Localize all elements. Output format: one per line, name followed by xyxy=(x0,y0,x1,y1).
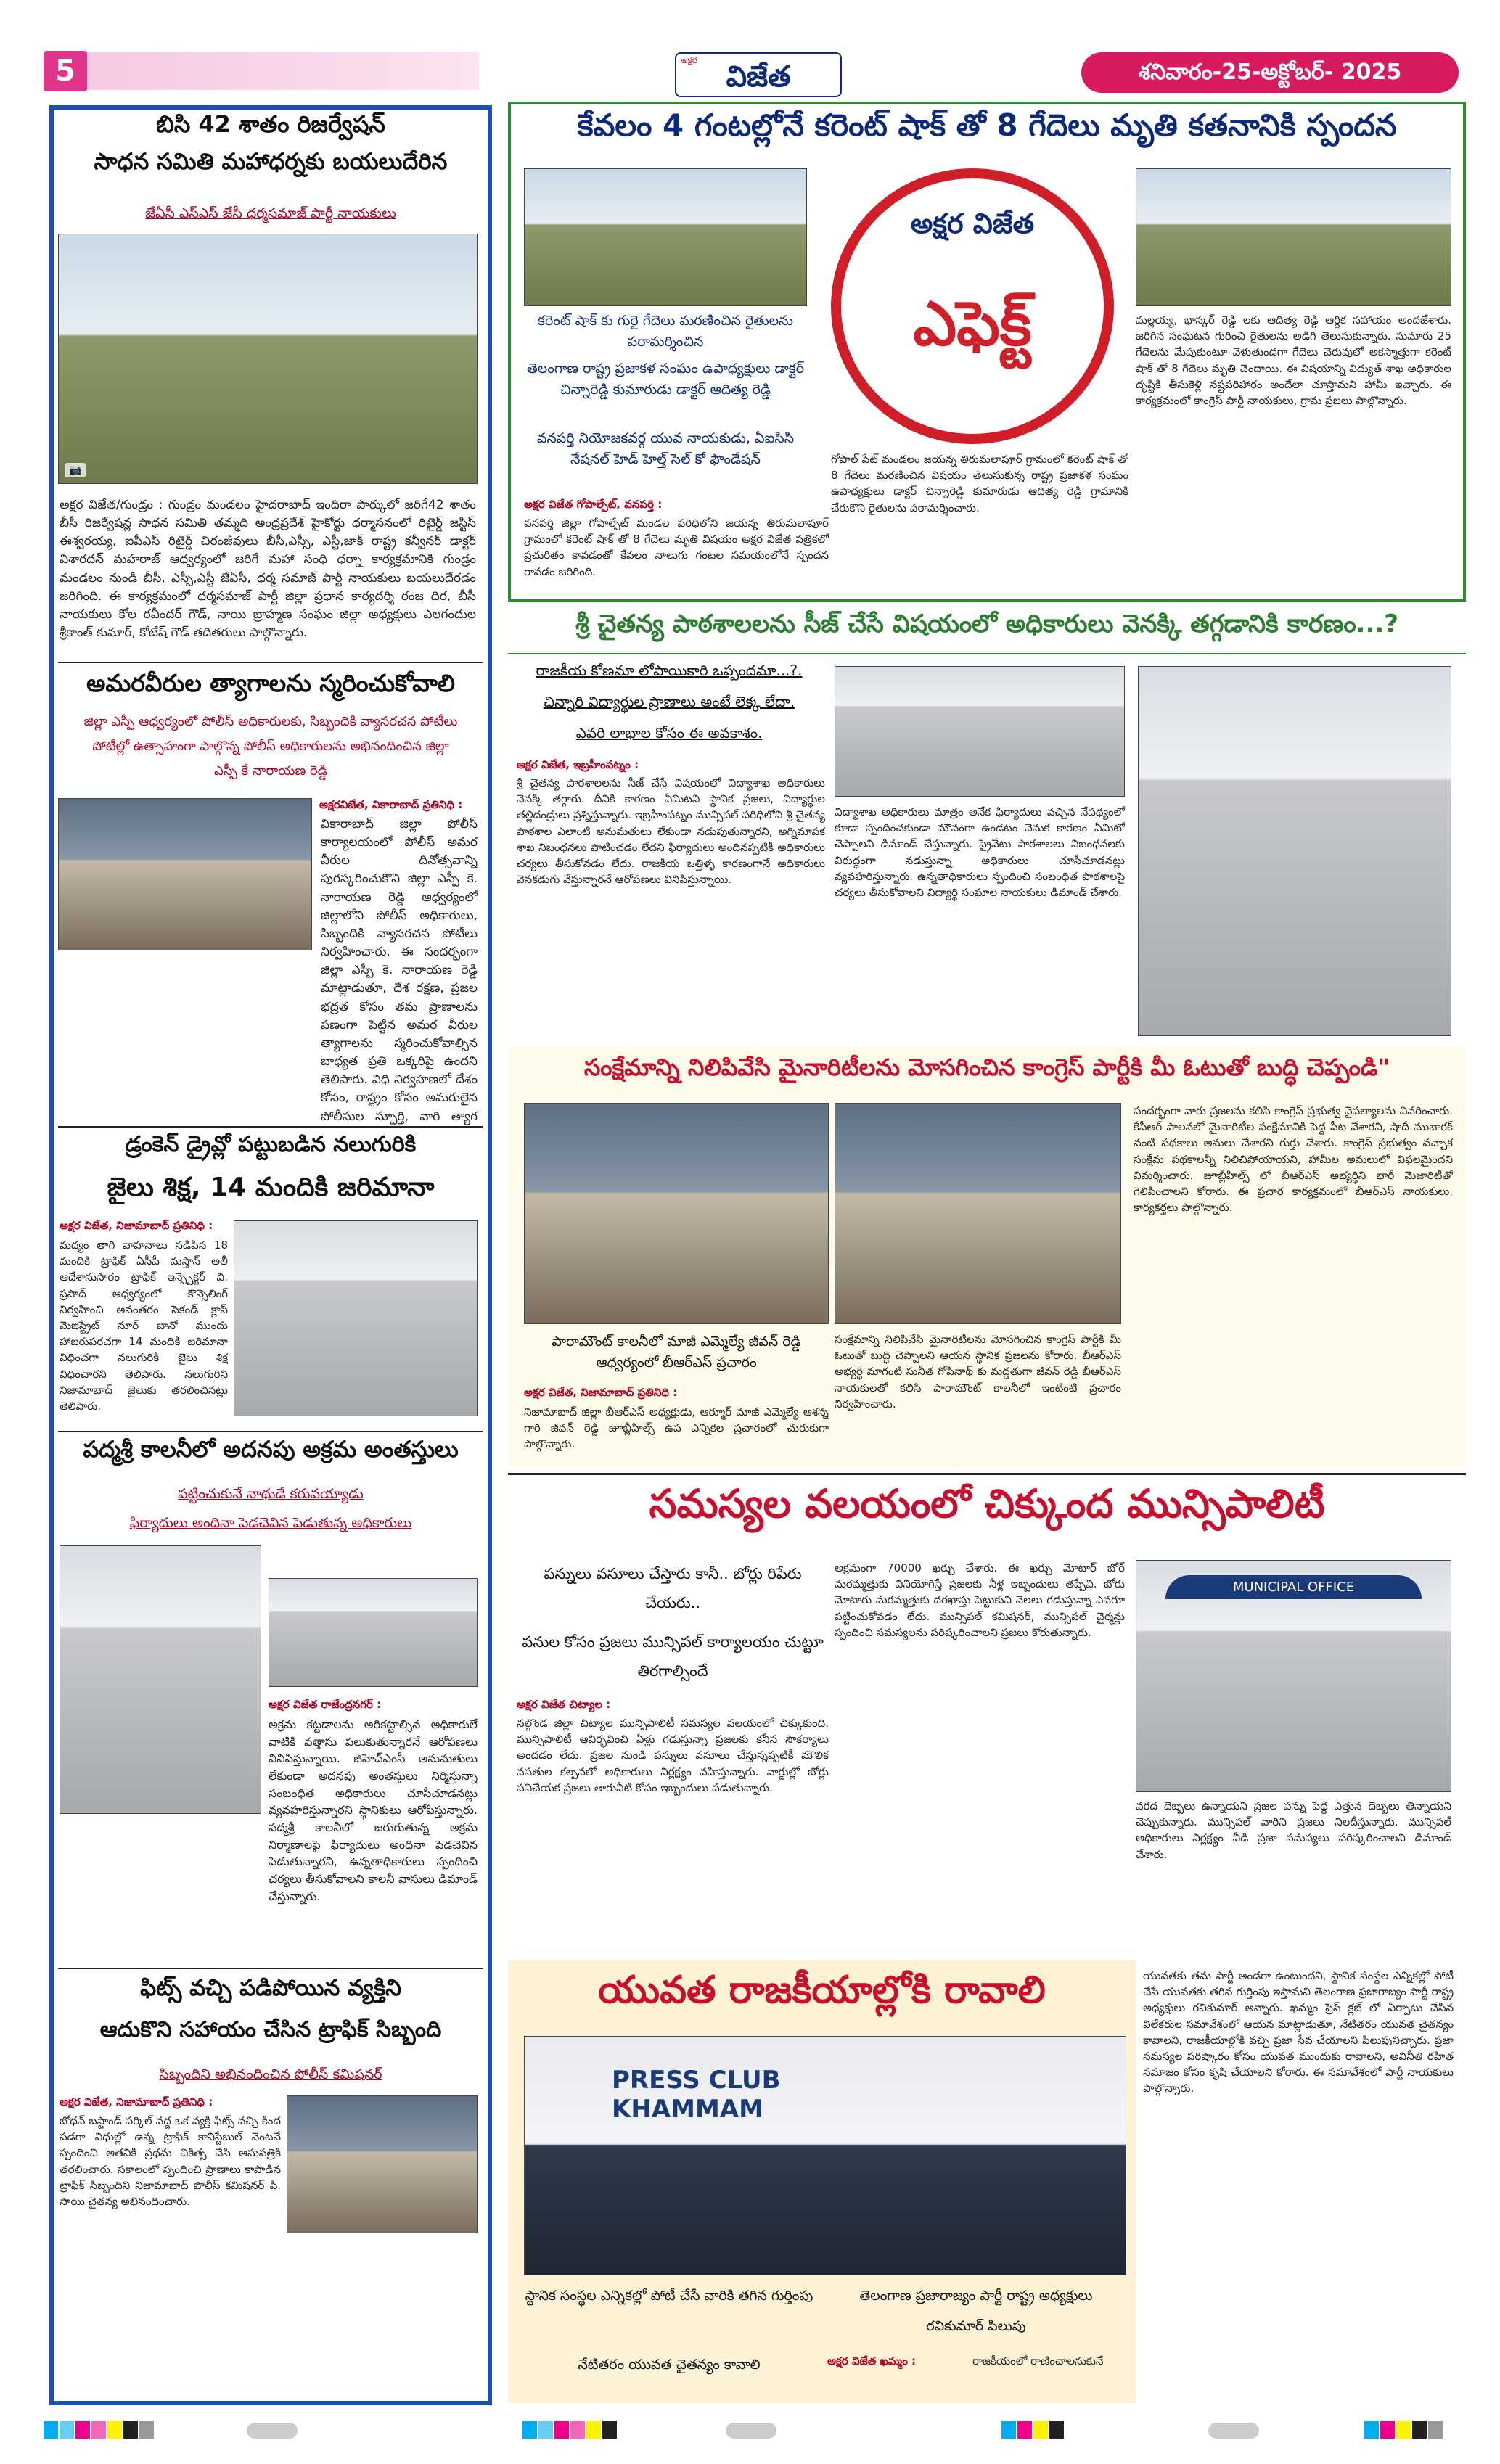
sri-rule xyxy=(508,653,1466,654)
muni-photo xyxy=(1136,1560,1451,1792)
a4-title: పద్మశ్రీ కాలనీలో అదనపు అక్రమ అంతస్తులు xyxy=(83,1437,459,1463)
a2-divider xyxy=(58,1126,483,1128)
a3-body: మద్యం తాగి వాహనాలు నడిపిన 18 మందికి ట్రాఫిక్ ఏసీపీ మస్తాన్ అలీ ఆదేశానుసారం ట్రాఫిక్ ఇన్స్పెక్టర్ వి. ప్రసాద్ ఆధ్వర్యంలో కౌన్సెలింగ్ నిర్వహించి అనంతరం సెకండ్ క్లాస్ మెజిస్ట్రేట్ నూర్ బానో ముందు హాజరుపరచగా 14 మందికి జరిమానా విధించగా నలుగురికి జైలు శిక్ష విధించారని తెలిపారు. నలుగురిని నిజామాబాద్ జైలుకు తరలించినట్లు తెలిపారు. xyxy=(60,1239,228,1413)
muni-board: MUNICIPAL OFFICE xyxy=(1165,1575,1422,1599)
a2-body: వికారాబాద్ జిల్లా పోలీస్ కార్యాలయంలో పోలీస్ అమర వీరుల దినోత్సవాన్ని పురస్కరించుకొని జిల్లా ఎస్పీ కె. నారాయణ రెడ్డి ఆధ్వర్యంలో జిల్లాలోని పోలీస్ అధికారులు, సిబ్బందికి వ్యాసరచన పోటీలు నిర్వహించారు. ఈ సందర్భంగా జిల్లా ఎస్పీ కె. నారాయణ రెడ్డి మాట్లాడుతూ, దేశ రక్షణ, ప్రజల భద్రత కోసం తమ ప్రాణాలను పణంగా పెట్టిన అమర వీరుల త్యాగాలను స్మరించుకోవాల్సిన బాధ్యత ప్రతి ఒక్కరిపై ఉందని తెలిపారు. విధి నిర్వహణలో దేశం కోసం, రాష్ట్రం కోసం అమరులైన పోలీసుల స్ఫూర్తి, వారి త్యాగ xyxy=(321,817,478,1124)
a3-photo xyxy=(234,1220,478,1416)
sri-body-2: విద్యాశాఖ అధికారులు మాత్రం అనేక ఫిర్యాదులు వచ్చిన నేపథ్యంలో కూడా స్పందించకుండా మౌనంగా ఉండటం వెనుక కారణం ఏమిటో చెప్పాలని డిమాండ్ చేస్తున్నారు. ప్రైవేటు పాఠశాలలు నిబంధనలకు విరుద్ధంగా నడుస్తున్నా అధికారులు చూసీచూడనట్లు వ్యవహరిస్తున్నారు. ఉన్నతాధికారులు స్పందించి సంబంధిత పాఠశాలపై చర్యలు తీసుకోవాలని విద్యార్థి సంఘాల నాయకులు డిమాండ్ చేశారు. xyxy=(835,805,1125,899)
a5-byline: అక్షర విజేత, నిజామాబాద్ ప్రతినిధి : xyxy=(60,2095,213,2108)
muni-body-1: నల్గొండ జిల్లా చిట్యాల మున్సిపాలిటీ సమస్యల వలయంలో చిక్కుకుంది. మున్సిపాలిటీ ఆవిర్భవించి ఏళ్లు గడుస్తున్నా ప్రజలకు కనీస సౌకర్యాలు అందడం లేదు. ప్రజల నుండి పన్నులు వసూలు చేస్తున్నప్పటికీ మౌలిక వసతుల కల్పనలో అధికారులు నిర్లక్ష్యం వహిస్తున్నారు. వార్డుల్లో బోర్లు పనిచేయక ప్రజలు తాగునీటి కోసం ఇబ్బందులు పడుతున్నారు. xyxy=(517,1717,829,1794)
sri-photo-2 xyxy=(1138,666,1451,1036)
a5-body: బోధన్ బస్టాండ్ సర్కిల్ వద్ద ఒక వ్యక్తి ఫిట్స్ వచ్చి కింద పడగా విధుల్లో ఉన్న ట్రాఫిక్ కానిస్టేబుల్ వెంటనే స్పందించి అతనికి ప్రథమ చికిత్స చేసి ఆసుపత్రికి తరలించారు. సకాలంలో స్పందించి ప్రాణాలు కాపాడిన ట్రాఫిక్ సిబ్బందిని నిజామాబాద్ పోలీస్ కమిషనర్ పి. సాయి చైతన్య అభినందించారు. xyxy=(60,2114,281,2208)
cong-byline: అక్షర విజేత, నిజామాబాద్ ప్రతినిధి : xyxy=(524,1386,678,1399)
muni-body-3: వరద దెబ్బలు ఉన్నాయని ప్రజల పన్ను పెద్ద ఎత్తున దెబ్బలు తిన్నాయని చెప్పుకున్నారు. మున్సిపల్ వారిని ప్రజలు నిలదీస్తున్నారు. మున్సిపల్ అధికారులు నిర్లక్ష్యం వీడి ప్రజా సమస్యలు పరిష్కరించాలని డిమాండ్ చేశారు. xyxy=(1136,1799,1451,1861)
effect-logo xyxy=(831,168,1114,444)
a1-body: అక్షర విజేత/గుండ్రం : గుండ్రం మండలం హైదరాబాద్ ఇందిరా పార్కులో జరిగే42 శాతం బీసీ రిజర్వేషన్ల సాధన సమితి తమ్మది అంధ్రప్రదేశ్ హైకోర్టు ధర్మాసనంలో రిటైర్డ్ జస్టిస్ ఈశ్వరయ్య, ఐపీఎస్ రిటైర్డ్ చిరంజీవులు బీసీ,ఎస్సీ, ఎస్టీ,జాక్ రాష్ట్ర కన్వీనర్ డాక్టర్ విశారదన్ మహరాజ్ ఆధ్వర్యంలో జరిగే మహా సంధి ధర్నా కార్యక్రమానికి గుండ్రం మండలం నుండి బీసీ, ఎస్సీ,ఎస్టీ జేఏసీ, ధర్మ సమాజ్ పార్టీ నాయకులు బయలుదేరడం జరిగింది. ఈ కార్యక్రమంలో ధర్మసమాజ్ పార్టీ జిల్లా ప్రధాన కార్యదర్శి రంజ దిర, బీసీ నాయకులు కోల రవీందర్ గౌడ్, నాయి బ్రాహ్మణ సంఘం జిల్లా అధ్యక్షులు ఎలగందుల శ్రీకాంత్ కుమార్, కోటేష్ గౌడ్ తదితరులు పాల్గొన్నారు. xyxy=(60,498,476,641)
header-date: శనివారం-25-అక్టోబర్- 2025 xyxy=(1081,52,1459,93)
yuva-body: యువతకు తమ పార్టీ అండగా ఉంటుందని, స్థానిక సంస్థల ఎన్నికల్లో పోటీ చేసే యువతకు తగిన గుర్తింపు ఇస్తామని తెలంగాణ ప్రజారాజ్యం పార్టీ రాష్ట్ర అధ్యక్షులు రవికుమార్ అన్నారు. ఖమ్మం ప్రెస్ క్లబ్ లో ఏర్పాటు చేసిన విలేకరుల సమావేశంలో ఆయన మాట్లాడుతూ, నేటితరం యువత చైతన్యం కావాలని, రాజకీయాల్లోకి వచ్చి ప్రజా సేవ చేయాలని పిలుపునిచ్చారు. ప్రజా సమస్యల పరిష్కారం కోసం యువత ముందుకు రావాలని, అవినీతి రహిత సమాజం కోసం కృషి చేయాలని కోరారు. ఈ సమావేశంలో పార్టీ నాయకులు పాల్గొన్నారు. xyxy=(1143,1969,1454,2095)
a2-sub-2: పోటీల్లో ఉత్సాహంగా పాల్గొన్న పోలీస్ అధికారులను అభినందించిన జిల్లా xyxy=(92,739,449,754)
a4-photo-2 xyxy=(269,1578,478,1687)
sri-q3: ఎవరి లాభాల కోసం ఈ అవకాశం. xyxy=(575,724,763,742)
a4-sub-1: పట్టించుకునే నాథుడే కరువయ్యాడు xyxy=(178,1486,364,1502)
masthead-title: విజేత xyxy=(726,59,791,94)
masthead-tag: అక్షర xyxy=(681,55,697,65)
lead-body-1: వనపర్తి జిల్లా గోపాల్పేట్ మండల పరిధిలోని జయన్న తిరుమలాపూర్ గ్రామంలో కరెంట్ షాక్ తో 8 గేదెలు మృతి విషయం అక్షర విజేత పత్రికలో ప్రచురితం కావడంతో కేవలం నాలుగు గంటల సమయంలోనే స్పందన రావడం జరిగింది. xyxy=(524,517,829,578)
sri-photo-1 xyxy=(835,666,1125,797)
lead-cap-2: తెలంగాణ రాష్ట్ర ప్రజాకళ సంఘం ఉపాధ్యక్షులు డాక్టర్ చిన్నారెడ్డి కుమారుడు డాక్టర్ ఆదిత్య రెడ్డి xyxy=(526,361,805,398)
a1-title-2: సాధన సమితి మహాధర్నకు బయలుదేరిన xyxy=(94,149,448,175)
sri-q1: రాజకీయ కోణమా లోపాయికారి ఒప్పందమా...?. xyxy=(536,662,803,679)
muni-byline: అక్షర విజేత చిట్యాల : xyxy=(517,1698,611,1711)
yuva-body-short: రాజకీయంలో రాణించాలనుకునే xyxy=(972,2354,1104,2368)
lead-photo-2 xyxy=(1136,168,1451,306)
photo-icon: 📷 xyxy=(65,463,86,477)
a5-sub: సిబ్బందిని అభినందించిన పోలీస్ కమిషనర్ xyxy=(159,2066,382,2082)
cong-body-2: సంక్షేమాన్ని నిలిపివేసి మైనారిటీలను మోసగించిన కాంగ్రెస్ పార్టీకి మీ ఓటుతో బుద్ధి చెప్పాలని ఆయన స్థానిక ప్రజలను కోరారు. బీఆర్ఎస్ అభ్యర్థి మాగంటి సునీత గోపీనాథ్ కు మద్దతుగా జీవన్ రెడ్డి బీఆర్ఎస్ నాయకులతో కలిసి పారామౌంట్ కాలనీలో ఇంటింటి ప్రచారం నిర్వహించారు. xyxy=(835,1333,1121,1410)
a1-subtitle: జేఏసీ ఎస్ఎస్ జేసీ ధర్మసమాజ్ పార్టీ నాయకులు xyxy=(145,205,396,221)
press-banner: PRESS CLUB KHAMMAM xyxy=(612,2066,781,2124)
cong-cap-1: పారామౌంట్ కాలనీలో మాజీ ఎమ్మెల్యే జీవన్ రెడ్డి ఆధ్వర్యంలో బీఆర్ఎస్ ప్రచారం xyxy=(552,1334,801,1371)
sri-byline: అక్షర విజేత, ఇబ్రహీంపట్నం : xyxy=(517,758,639,771)
lead-cap-1: కరెంట్ షాక్ కు గురై గేదెలు మరణించిన రైతులను పరామర్శించిన xyxy=(538,313,793,350)
yuva-cap-1a: స్థానిక సంస్థల ఎన్నికల్లో పోటీ చేసే వారికి తగిన గుర్తింపు xyxy=(525,2288,813,2304)
lead-photo-1 xyxy=(524,168,807,306)
yuva-photo xyxy=(524,2036,1126,2275)
lead-headline: కేవలం 4 గంటల్లోనే కరెంట్ షాక్ తో 8 గేదెలు మృతి కతనానికి స్పందన xyxy=(577,107,1397,143)
muni-body-2: అక్రమంగా 70000 ఖర్చు చేశారు. ఈ ఖర్చు మోటార్ బోర్ మరమ్మత్తుకు వినియోగిస్తే ప్రజలకు నీళ్ల ఇబ్బందులు తప్పేవి. బోరు మోటారు మరమ్మత్తుకు దరఖాస్తు పెట్టుకుని నెలలు గడుస్తున్నా ఎవరూ పట్టించుకోవడం లేదు. మున్సిపల్ కమిషనర్, మున్సిపల్ చైర్మన్లు స్పందించి సమస్యలను పరిష్కరించాలని ప్రజలు కోరుతున్నారు. xyxy=(835,1561,1125,1639)
a1-photo xyxy=(58,234,478,484)
a4-divider xyxy=(58,1968,483,1969)
a5-photo xyxy=(287,2095,478,2233)
footer-marks xyxy=(0,2412,1500,2449)
a2-title: అమరవీరుల త్యాగాలను స్మరించుకోవాలి xyxy=(86,669,455,697)
a3-title-2: జైలు శిక్ష, 14 మందికి జరిమానా xyxy=(107,1173,435,1202)
sri-headline: శ్రీ చైతన్య పాఠశాలలను సీజ్ చేసే విషయంలో అధికారులు వెనక్కి తగ్గడానికి కారణం...? xyxy=(575,609,1399,638)
lead-body-2: గోపాల్ పేట్ మండలం జయన్న తిరుమలాపూర్ గ్రామంలో కరెంట్ షాక్ తో 8 గేదెలు మరణించిన విషయం తెలుసుకున్న రాష్ట్ర ప్రజాకళ సంఘం ఉపాధ్యక్షులు డాక్టర్ చిన్నారెడ్డి కుమారుడు ఆదిత్య రెడ్డి గ్రామానికి చేరుకొని రైతులను పరామర్శించారు. xyxy=(831,453,1128,514)
a5-title-1: ఫిట్స్ వచ్చి పడిపోయిన వ్యక్తిని xyxy=(140,1975,401,2001)
a4-byline: అక్షర విజేత రాజేంద్రనగర్ : xyxy=(269,1698,382,1711)
header-left-bar xyxy=(44,52,479,90)
a1-divider xyxy=(58,662,483,663)
yuva-headline: యువత రాజకీయాల్లోకి రావాలి xyxy=(598,1968,1046,2012)
cong-photo-2 xyxy=(835,1103,1121,1324)
masthead-logo xyxy=(675,52,842,97)
a4-sub-2: ఫిర్యాదులు అందినా పెడచెవిన పెడుతున్న అధికారులు xyxy=(129,1515,412,1531)
a4-body: అక్రమ కట్టడాలను అరికట్టాల్సిన అధికారులే వాటికి వత్తాసు పలుకుతున్నారనే ఆరోపణలు వినిపిస్తున్నాయి. జిహెచ్ఎంసీ అనుమతులు లేకుండా అదనపు అంతస్తులు నిర్మిస్తున్నా సంబంధిత అధికారులు చూసీచూడనట్లు వ్యవహరిస్తున్నారని స్థానికులు ఆరోపిస్తున్నారు. పద్మశ్రీ కాలనీలో జరుగుతున్న అక్రమ నిర్మాణాలపై ఫిర్యాదులు అందినా పెడచెవిన పెడుతున్నారని, ఉన్నతాధికారులు స్పందించి చర్యలు తీసుకోవాలని కాలనీ వాసులు డిమాండ్ చేస్తున్నారు. xyxy=(269,1717,478,1903)
cong-body-3: సందర్భంగా వారు ప్రజలను కలిసి కాంగ్రెస్ ప్రభుత్వ వైఫల్యాలను వివరించారు. కేసీఆర్ పాలనలో మైనారిటీల సంక్షేమానికి పెద్ద పీట వేశారని, షాదీ ముబారక్ వంటి పథకాలు అమలు చేశారని గుర్తు చేశారు. కాంగ్రెస్ ప్రభుత్వం వచ్చాక సంక్షేమ పథకాలన్నీ నిలిచిపోయాయని, హామీల అమలులో విఫలమైందని విమర్శించారు. జూబ్లీహిల్స్ లో బీఆర్ఎస్ అభ్యర్థిని భారీ మెజారిటీతో గెలిపించాలని కోరారు. ఈ ప్రచార కార్యక్రమంలో బీఆర్ఎస్ నాయకులు, కార్యకర్తలు పాల్గొన్నారు. xyxy=(1134,1104,1453,1215)
muni-sub-1: పన్నులు వసూలు చేస్తారు కానీ.. బోర్లు రిపేరు చేయరు.. xyxy=(544,1565,802,1611)
cong-body-1: నిజామాబాద్ జిల్లా బీఆర్ఎస్ అధ్యక్షుడు, ఆర్మూర్ మాజీ ఎమ్మెల్యే ఆశన్న గారి జీవన్ రెడ్డి జూబ్లీహిల్స్ ఉప ఎన్నికల ప్రచారంలో చురుకుగా పాల్గొన్నారు. xyxy=(524,1405,829,1451)
lead-body-3: మల్లయ్య, భాస్కర్ రెడ్డి లకు ఆదిత్య రెడ్డి ఆర్థిక సహాయం అందజేశారు. జరిగిన సంఘటన గురించి రైతులను అడిగి తెలుసుకున్నారు. సుమారు 25 గేదెలను మేపుకుంటూ వెళుతుండగా గేదెలు చెరువులో అకస్మాత్తుగా కరెంట్ షాక్ తో 8 గేదెలు మృతి చెందాయి. ఈ విషయాన్ని విద్యుత్ శాఖ అధికారుల దృష్టికి తీసుకెళ్లి నష్టపరిహారం అందేలా చూస్తామని హామీ ఇచ్చారు. ఈ కార్యక్రమంలో కాంగ్రెస్ పార్టీ నాయకులు, గ్రామ ప్రజలు పాల్గొన్నారు. xyxy=(1136,313,1451,407)
a2-sub-3: ఎస్పీ కే నారాయణ రెడ్డి xyxy=(213,763,328,779)
page-number: 5 xyxy=(44,51,87,91)
sri-q2: చిన్నారి విద్యార్థుల ప్రాణాలు అంటే లెక్క లేదా. xyxy=(543,693,795,710)
yuva-cap-2a: తెలంగాణ ప్రజారాజ్యం పార్టీ రాష్ట్ర అధ్యక్షులు xyxy=(859,2288,1093,2304)
lead-cap-3: వనపర్తి నియోజకవర్గ యువ నాయకుడు, ఏఐసిసి నేషనల్ హెడ్ హెల్త్ సెల్ కో ఫౌండేషన్ xyxy=(536,430,795,467)
a2-byline: అక్షరవిజేత, వికారాబాద్ ప్రతినిధి : xyxy=(319,798,463,811)
cong-headline: సంక్షేమాన్ని నిలిపివేసి మైనారిటీలను మోసగించిన కాంగ్రెస్ పార్టీకి మీ ఓటుతో బుద్ధి చెప్పండి" xyxy=(583,1054,1390,1081)
effect-logo-top: అక్షర విజేత xyxy=(910,208,1035,239)
a2-sub-1: జిల్లా ఎస్పీ ఆధ్వర్యంలో పోలీస్ అధికారులకు, సిబ్బందికి వ్యాసరచన పోటీలు xyxy=(83,714,458,729)
lead-byline: అక్షర విజేత గోపాల్పేట్, వనపర్తి : xyxy=(524,498,663,511)
muni-sub-2: పనుల కోసం ప్రజలు మున్సిపల్ కార్యాలయం చుట్టూ తిరగాల్సిందే xyxy=(522,1633,824,1680)
muni-rule-top xyxy=(508,1473,1466,1475)
sri-body-1: శ్రీ చైతన్య పాఠశాలలను సీజ్ చేసే విషయంలో విద్యాశాఖ అధికారులు వెనక్కి తగ్గారు. దీనికి కారణం ఏమిటని స్థానిక ప్రజలు, విద్యార్థుల తల్లిదండ్రులు ప్రశ్నిస్తున్నారు. ఇబ్రహీంపట్నం మున్సిపల్ పరిధిలోని శ్రీ చైతన్య పాఠశాల ఎలాంటి అనుమతులు లేకుండా నడుపుతున్నారని, అగ్నిమాపక శాఖ నిబంధనలు పాటించడం లేదని ఫిర్యాదులు అందినప్పటికీ అధికారులు చర్యలు తీసుకోవడం లేదు. రాజకీయ ఒత్తిళ్ళ కారణంగానే అధికారులు వెనకడుగు వేస్తున్నారనే ఆరోపణలు వినిపిస్తున్నాయి. xyxy=(517,776,825,887)
a3-divider xyxy=(58,1431,483,1432)
yuva-cap-2b: రవికుమార్ పిలుపు xyxy=(926,2318,1026,2334)
yuva-cap-1b: నేటితరం యువత చైతన్యం కావాలి xyxy=(578,2357,761,2373)
a3-title-1: డ్రంకెన్ డ్రైవ్లో పట్టుబడిన నలుగురికి xyxy=(125,1132,417,1157)
muni-headline: సమస్యల వలయంలో చిక్కుంద మున్సిపాలిటీ xyxy=(649,1480,1325,1527)
cong-photo-1 xyxy=(524,1103,829,1324)
yuva-byline: అక్షర విజేత ఖమ్మం : xyxy=(827,2354,917,2368)
page-header xyxy=(0,0,1500,102)
a3-byline: అక్షర విజేత, నిజామాబాద్ ప్రతినిధి : xyxy=(60,1219,213,1232)
a5-title-2: ఆదుకొని సహాయం చేసిన ట్రాఫిక్ సిబ్బంది xyxy=(99,2017,442,2042)
effect-logo-main: ఎఫెక్ట్ xyxy=(913,287,1032,359)
a1-title-1: బిసి 42 శాతం రిజర్వేషన్ xyxy=(156,110,385,138)
